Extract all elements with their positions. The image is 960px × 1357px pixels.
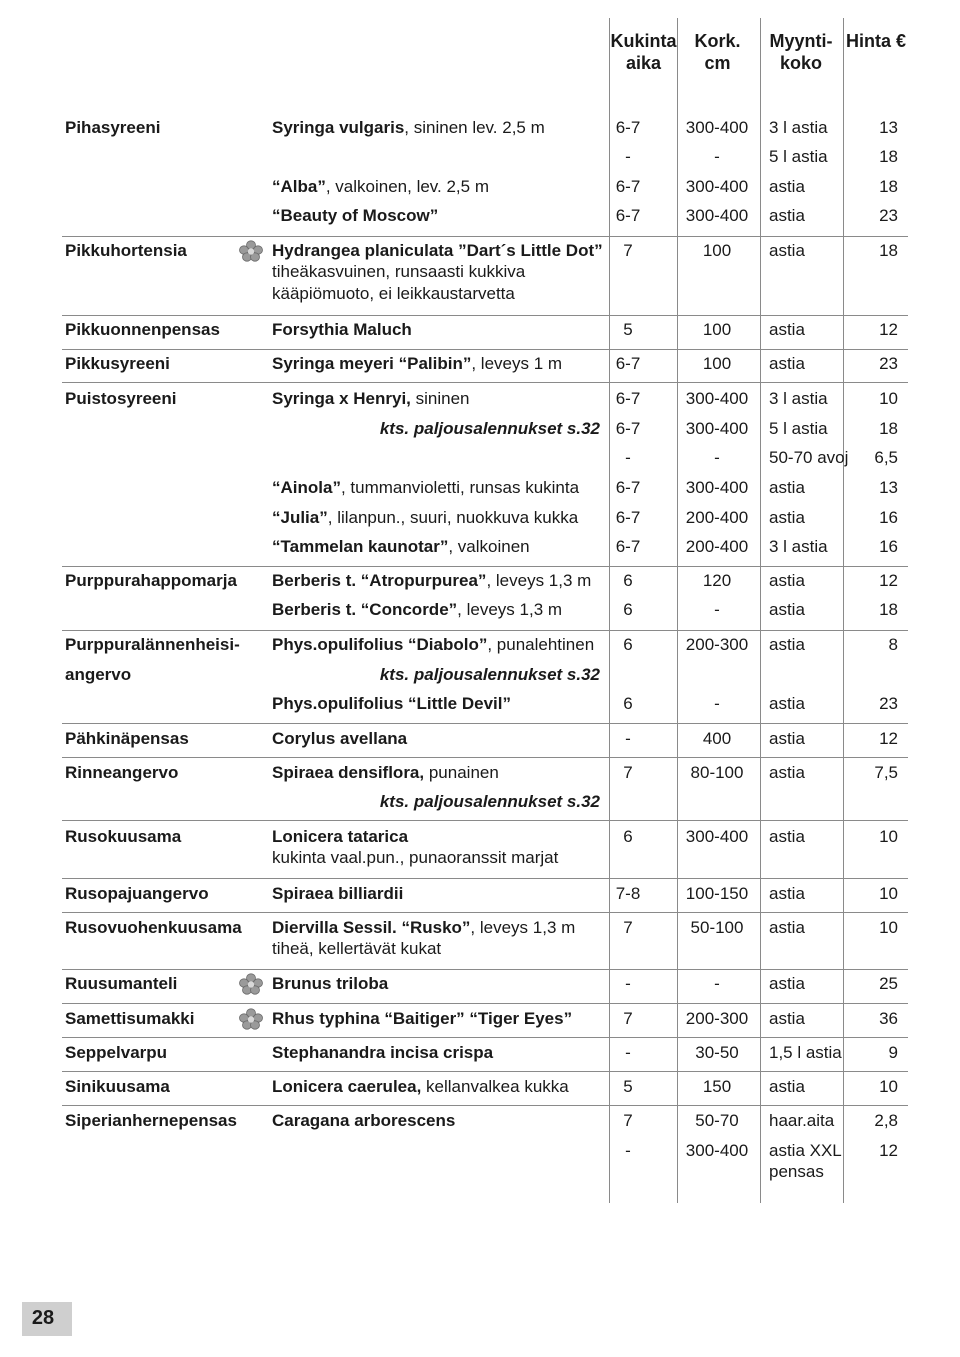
height-cm: 300-400 xyxy=(685,118,749,137)
sale-size: 3 l astia xyxy=(769,118,828,137)
height-cm: 100 xyxy=(702,320,732,339)
common-name: Seppelvarpu xyxy=(65,1043,168,1062)
price: 18 xyxy=(879,177,898,196)
sale-size: 3 l astia xyxy=(769,537,828,556)
price: 18 xyxy=(879,419,898,438)
plant-note-line: tiheäkasvuinen, runsaasti kukkiva xyxy=(272,262,526,281)
sale-size: astia xyxy=(769,241,805,260)
row-divider xyxy=(62,969,908,970)
page-number-tab xyxy=(22,1302,72,1336)
plant-note: kellanvalkea kukka xyxy=(421,1077,569,1096)
plant-note-line: kääpiömuoto, ei leikkaustarvetta xyxy=(272,284,515,303)
height-cm: 300-400 xyxy=(685,419,749,438)
row-divider xyxy=(62,382,908,383)
bloom-time: 6 xyxy=(623,694,633,713)
sale-size: haar.aita xyxy=(769,1111,835,1130)
bloom-time: - xyxy=(625,448,631,467)
sale-size: astia xyxy=(769,206,805,225)
discount-note: kts. paljousalennukset s.32 xyxy=(379,419,600,438)
bloom-time: 7 xyxy=(623,763,633,782)
bloom-time: 6 xyxy=(623,571,633,590)
cultivar-name: “Julia” xyxy=(272,508,328,527)
column-divider xyxy=(760,18,761,1203)
bloom-time: 6-7 xyxy=(615,354,641,373)
plant-description xyxy=(272,1077,569,1097)
common-name: Pikkuonnenpensas xyxy=(65,320,220,339)
flower-icon xyxy=(238,1008,264,1030)
bloom-time: 7 xyxy=(623,241,633,260)
latin-name: Berberis t. “Atropurpurea” xyxy=(272,571,487,590)
height-cm: - xyxy=(714,974,720,993)
plant-description xyxy=(272,241,603,261)
height-cm: 200-300 xyxy=(685,1009,749,1028)
bloom-time: 6-7 xyxy=(615,537,641,556)
row-divider xyxy=(62,1003,908,1004)
price: 12 xyxy=(879,729,898,748)
height-cm: 100-150 xyxy=(685,884,749,903)
latin-name: Phys.opulifolius “Little Devil” xyxy=(272,694,511,713)
price: 12 xyxy=(879,1141,898,1160)
latin-name: Spiraea densiflora, xyxy=(272,763,425,782)
price: 6,5 xyxy=(874,448,898,467)
latin-name: Lonicera tatarica xyxy=(272,827,409,846)
sale-size: astia xyxy=(769,177,805,196)
height-cm: 200-400 xyxy=(685,508,749,527)
bloom-time: 7 xyxy=(623,1111,633,1130)
latin-name: Corylus avellana xyxy=(272,729,408,748)
latin-name: Caragana arborescens xyxy=(272,1111,456,1130)
price: 2,8 xyxy=(874,1111,898,1130)
latin-name: Hydrangea planiculata ”Dart´s Little Dot” xyxy=(272,241,603,260)
latin-name: Forsythia Maluch xyxy=(272,320,412,339)
height-cm: - xyxy=(714,147,720,166)
plant-note: , leveys 1,3 m xyxy=(470,918,576,937)
cultivar-name: “Ainola” xyxy=(272,478,341,497)
sale-size: pensas xyxy=(769,1162,824,1181)
row-divider xyxy=(62,1037,908,1038)
height-cm: 200-300 xyxy=(685,635,749,654)
common-name: Purppuralännenheisi- xyxy=(65,635,240,654)
sale-size: astia xyxy=(769,974,805,993)
price: 16 xyxy=(879,508,898,527)
latin-name: Syringa vulgaris xyxy=(272,118,405,137)
plant-description xyxy=(272,320,412,340)
price: 10 xyxy=(879,827,898,846)
cultivar-name: “Beauty of Moscow” xyxy=(272,206,439,225)
plant-description xyxy=(272,827,408,847)
column-divider xyxy=(677,18,678,1203)
height-cm: 300-400 xyxy=(685,177,749,196)
common-name: Pähkinäpensas xyxy=(65,729,189,748)
height-cm: 120 xyxy=(702,571,732,590)
row-divider xyxy=(62,723,908,724)
sale-size: astia xyxy=(769,694,805,713)
plant-note: , sininen lev. 2,5 m xyxy=(404,118,545,137)
row-divider xyxy=(62,630,908,631)
common-name: Purppurahappomarja xyxy=(65,571,237,590)
plant-note: , tummanvioletti, runsas kukinta xyxy=(340,478,580,497)
price: 23 xyxy=(879,354,898,373)
height-cm: 300-400 xyxy=(685,1141,749,1160)
latin-name: Rhus typhina “Baitiger” “Tiger Eyes” xyxy=(272,1009,573,1028)
price: 10 xyxy=(879,1077,898,1096)
height-cm: 50-100 xyxy=(690,918,744,937)
common-name: angervo xyxy=(65,665,132,684)
sale-size: 5 l astia xyxy=(769,419,828,438)
height-cm: 400 xyxy=(702,729,732,748)
sale-size: astia xyxy=(769,571,805,590)
sale-size: astia xyxy=(769,1009,805,1028)
price: 10 xyxy=(879,884,898,903)
height-cm: 300-400 xyxy=(685,206,749,225)
plant-description xyxy=(272,1043,493,1063)
cultivar-name: “Tammelan kaunotar” xyxy=(272,537,449,556)
height-cm: 300-400 xyxy=(685,827,749,846)
row-divider xyxy=(62,349,908,350)
plant-description xyxy=(272,1111,455,1131)
height-cm: 100 xyxy=(702,354,732,373)
latin-name: Spiraea billiardii xyxy=(272,884,404,903)
header-height: Kork. cm xyxy=(694,31,741,73)
row-divider xyxy=(62,757,908,758)
bloom-time: - xyxy=(625,147,631,166)
plant-note: , leveys 1 m xyxy=(471,354,563,373)
plant-description xyxy=(272,206,438,226)
bloom-time: 6-7 xyxy=(615,206,641,225)
bloom-time: - xyxy=(625,974,631,993)
plant-description xyxy=(272,763,499,783)
bloom-time: 5 xyxy=(623,1077,633,1096)
common-name: Pikkusyreeni xyxy=(65,354,170,373)
discount-note: kts. paljousalennukset s.32 xyxy=(379,792,600,811)
common-name: Rusokuusama xyxy=(65,827,182,846)
bloom-time: 6-7 xyxy=(615,177,641,196)
row-divider xyxy=(62,315,908,316)
price: 10 xyxy=(879,389,898,408)
row-divider xyxy=(62,878,908,879)
height-cm: - xyxy=(714,694,720,713)
bloom-time: 6-7 xyxy=(615,118,641,137)
price: 13 xyxy=(879,118,898,137)
common-name: Samettisumakki xyxy=(65,1009,195,1028)
sale-size: 3 l astia xyxy=(769,389,828,408)
height-cm: 200-400 xyxy=(685,537,749,556)
latin-name: Syringa x Henryi, xyxy=(272,389,411,408)
common-name: Rusovuohenkuusama xyxy=(65,918,242,937)
height-cm: 80-100 xyxy=(690,763,744,782)
sale-size: astia xyxy=(769,600,805,619)
plant-note-line: tiheä, kellertävät kukat xyxy=(272,939,442,958)
bloom-time: 6 xyxy=(623,635,633,654)
sale-size: astia xyxy=(769,508,805,527)
common-name: Pihasyreeni xyxy=(65,118,161,137)
latin-name: Stephanandra incisa crispa xyxy=(272,1043,494,1062)
header-bloom-time: Kukinta aika xyxy=(610,31,677,73)
flower-icon xyxy=(238,973,264,995)
height-cm: - xyxy=(714,448,720,467)
latin-name: Berberis t. “Concorde” xyxy=(272,600,458,619)
sale-size: astia xyxy=(769,320,805,339)
bloom-time: 6 xyxy=(623,827,633,846)
sale-size: astia xyxy=(769,354,805,373)
plant-description xyxy=(272,508,578,528)
common-name: Rinneangervo xyxy=(65,763,179,782)
row-divider xyxy=(62,1071,908,1072)
sale-size: astia xyxy=(769,478,805,497)
latin-name: Diervilla Sessil. “Rusko” xyxy=(272,918,471,937)
price: 23 xyxy=(879,206,898,225)
sale-size: 50-70 avoj xyxy=(769,448,849,467)
header-price: Hinta € xyxy=(846,31,907,51)
bloom-time: 7 xyxy=(623,1009,633,1028)
price: 25 xyxy=(879,974,898,993)
sale-size: astia xyxy=(769,763,805,782)
bloom-time: 6 xyxy=(623,600,633,619)
plant-note: sininen xyxy=(410,389,470,408)
row-divider xyxy=(62,912,908,913)
flower-icon xyxy=(238,240,264,262)
height-cm: 150 xyxy=(702,1077,732,1096)
plant-note: punainen xyxy=(424,763,499,782)
latin-name: Lonicera caerulea, xyxy=(272,1077,422,1096)
price: 12 xyxy=(879,571,898,590)
plant-description xyxy=(272,694,511,714)
sale-size: astia xyxy=(769,827,805,846)
bloom-time: - xyxy=(625,1141,631,1160)
sale-size: 1,5 l astia xyxy=(769,1043,842,1062)
sale-size: astia xyxy=(769,729,805,748)
plant-description xyxy=(272,884,403,904)
discount-note: kts. paljousalennukset s.32 xyxy=(379,665,600,684)
plant-description xyxy=(272,974,388,994)
price: 16 xyxy=(879,537,898,556)
header-sale-size: Myynti- koko xyxy=(769,31,833,73)
bloom-time: 7 xyxy=(623,918,633,937)
sale-size: astia xyxy=(769,884,805,903)
height-cm: 300-400 xyxy=(685,478,749,497)
height-cm: 100 xyxy=(702,241,732,260)
sale-size: 5 l astia xyxy=(769,147,828,166)
bloom-time: - xyxy=(625,729,631,748)
sale-size: astia xyxy=(769,1077,805,1096)
bloom-time: 6-7 xyxy=(615,478,641,497)
plant-note-line: kukinta vaal.pun., punaoranssit marjat xyxy=(272,848,559,867)
price: 36 xyxy=(879,1009,898,1028)
bloom-time: 6-7 xyxy=(615,508,641,527)
plant-note: , valkoinen, lev. 2,5 m xyxy=(325,177,489,196)
price: 23 xyxy=(879,694,898,713)
price: 8 xyxy=(888,635,898,654)
height-cm: 300-400 xyxy=(685,389,749,408)
latin-name: Brunus triloba xyxy=(272,974,389,993)
plant-description xyxy=(272,354,562,374)
plant-description xyxy=(272,1009,572,1029)
plant-description xyxy=(272,537,530,557)
plant-note: , leveys 1,3 m xyxy=(486,571,592,590)
sale-size: astia xyxy=(769,635,805,654)
plant-description xyxy=(272,918,575,938)
cultivar-name: “Alba” xyxy=(272,177,326,196)
price: 7,5 xyxy=(874,763,898,782)
common-name: Sinikuusama xyxy=(65,1077,170,1096)
plant-note: , valkoinen xyxy=(448,537,530,556)
plant-description xyxy=(272,600,562,620)
price: 9 xyxy=(888,1043,898,1062)
plant-description xyxy=(272,729,407,749)
plant-description xyxy=(272,478,579,498)
column-divider xyxy=(843,18,844,1203)
plant-description xyxy=(272,177,489,197)
common-name: Rusopajuangervo xyxy=(65,884,209,903)
common-name: Pikkuhortensia xyxy=(65,241,187,260)
price: 10 xyxy=(879,918,898,937)
common-name: Puistosyreeni xyxy=(65,389,177,408)
price: 18 xyxy=(879,600,898,619)
plant-note: , punalehtinen xyxy=(487,635,595,654)
plant-description xyxy=(272,389,470,409)
height-cm: 50-70 xyxy=(695,1111,739,1130)
latin-name: Phys.opulifolius “Diabolo” xyxy=(272,635,488,654)
plant-note: , leveys 1,3 m xyxy=(457,600,563,619)
plant-description xyxy=(272,571,591,591)
sale-size: astia XXL xyxy=(769,1141,842,1160)
row-divider xyxy=(62,1105,908,1106)
bloom-time: 6-7 xyxy=(615,419,641,438)
height-cm: - xyxy=(714,600,720,619)
page-number: 28 xyxy=(31,1307,55,1329)
price: 18 xyxy=(879,241,898,260)
plant-description xyxy=(272,635,594,655)
latin-name: Syringa meyeri “Palibin” xyxy=(272,354,472,373)
price: 13 xyxy=(879,478,898,497)
bloom-time: 6-7 xyxy=(615,389,641,408)
row-divider xyxy=(62,236,908,237)
common-name: Ruusumanteli xyxy=(65,974,178,993)
bloom-time: 7-8 xyxy=(615,884,641,903)
plant-note: , lilanpun., suuri, nuokkuva kukka xyxy=(327,508,579,527)
row-divider xyxy=(62,566,908,567)
row-divider xyxy=(62,820,908,821)
height-cm: 30-50 xyxy=(695,1043,739,1062)
common-name: Siperianhernepensas xyxy=(65,1111,237,1130)
price: 18 xyxy=(879,147,898,166)
price: 12 xyxy=(879,320,898,339)
bloom-time: - xyxy=(625,1043,631,1062)
bloom-time: 5 xyxy=(623,320,633,339)
plant-description xyxy=(272,118,545,138)
sale-size: astia xyxy=(769,918,805,937)
